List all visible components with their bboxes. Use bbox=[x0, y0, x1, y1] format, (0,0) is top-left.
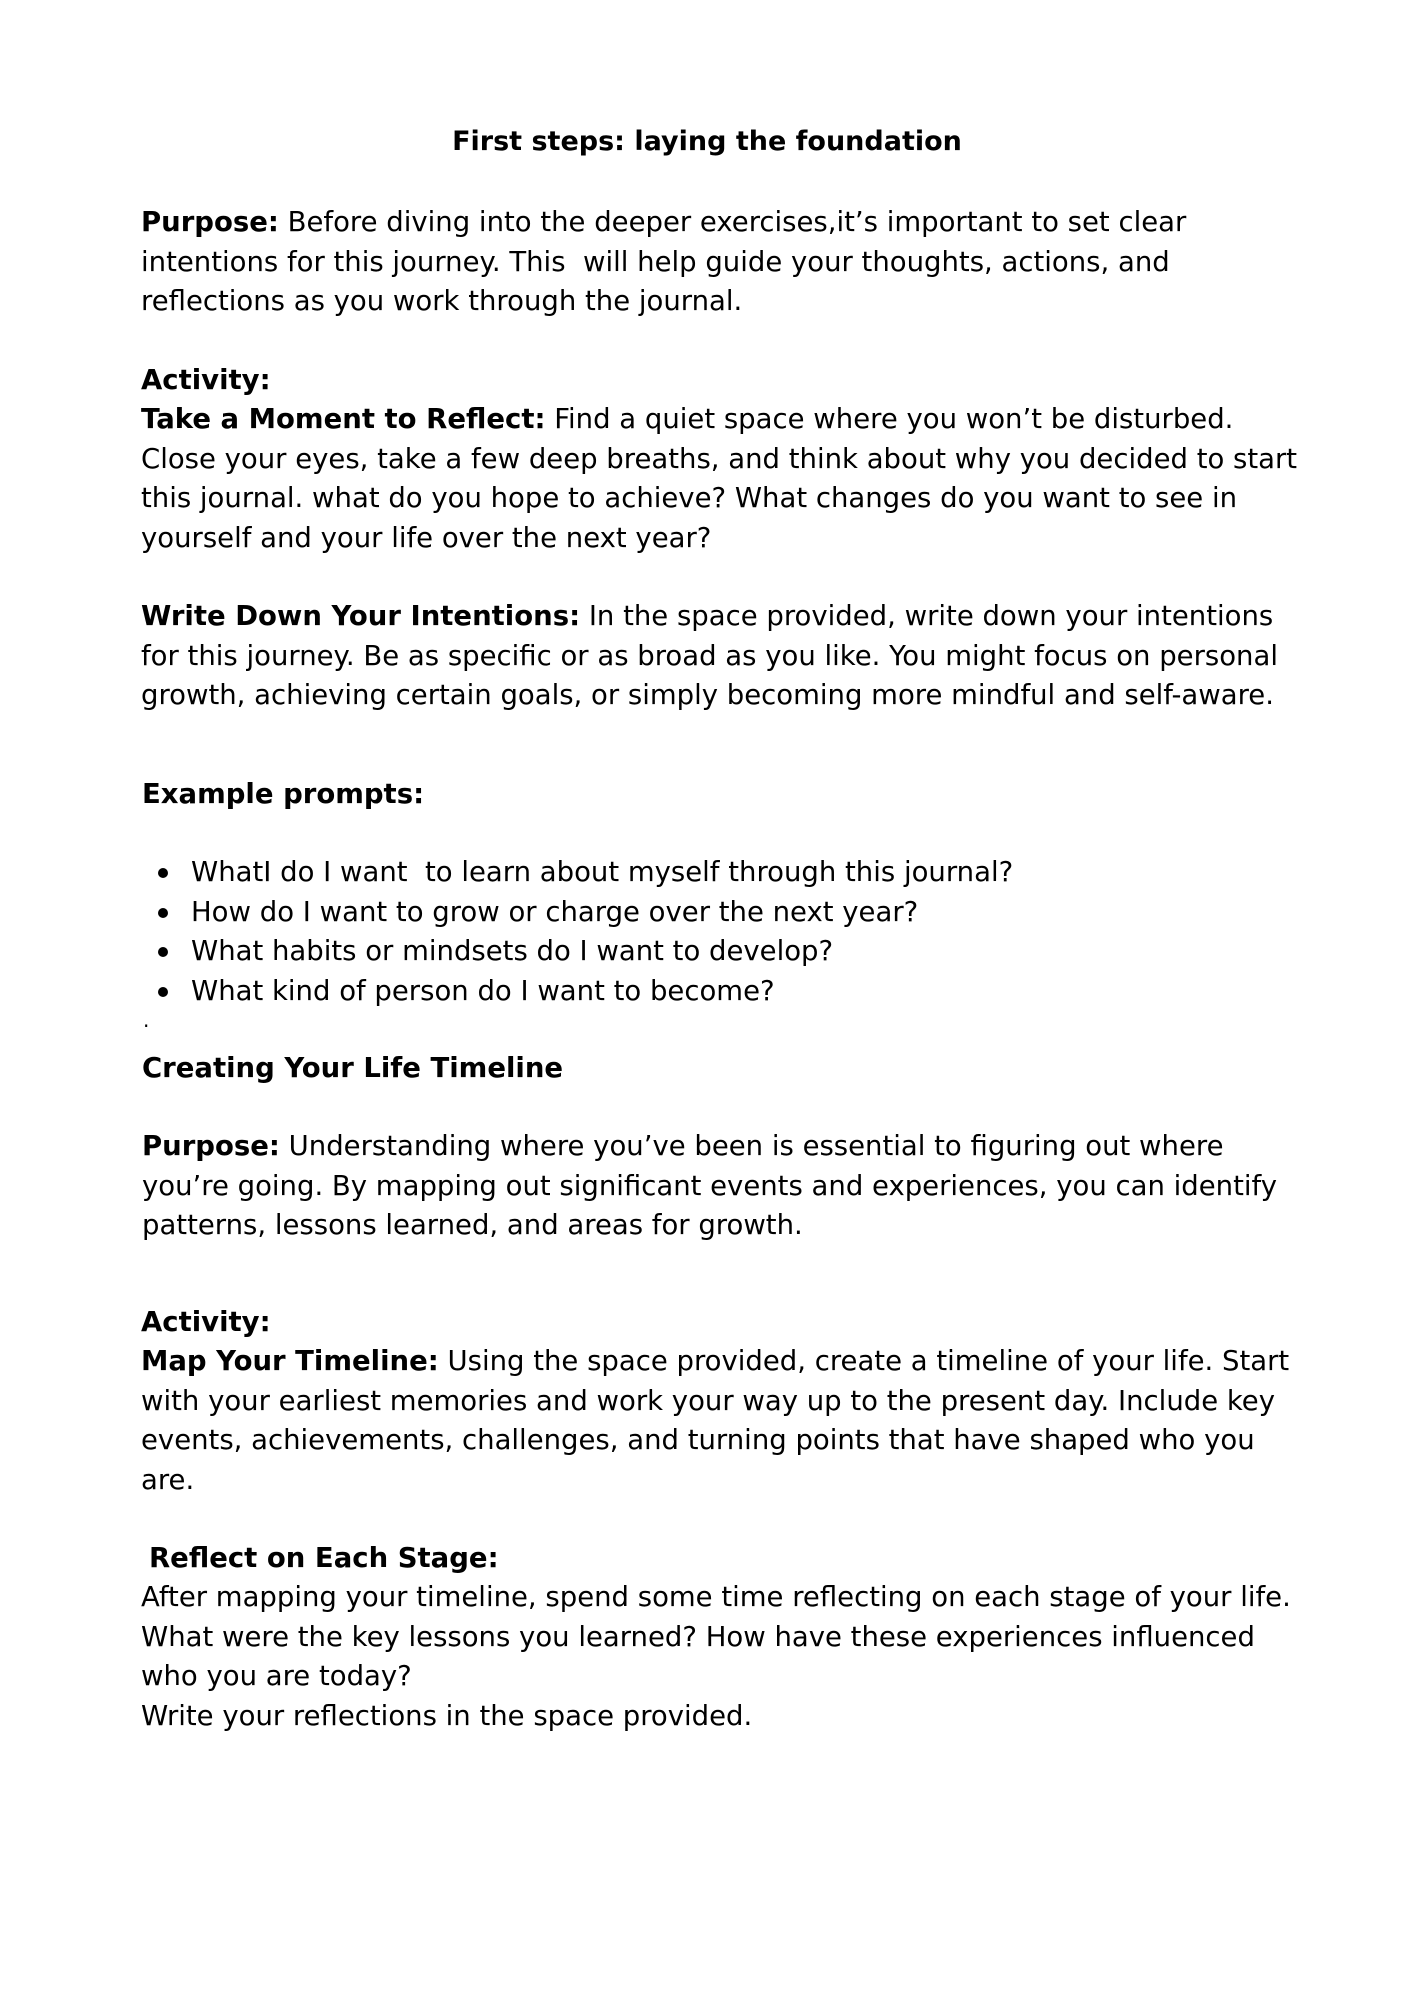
section1-purpose-text: Before diving into the deeper exercises,it’s important to set clear intentions for this journey. This will help guide your thoughts, actions, and reflections as you work through the journal. bbox=[141, 206, 1196, 317]
section2-activity-label bbox=[141, 1303, 1311, 1343]
reflect-stage-heading-line bbox=[149, 1539, 1319, 1579]
section2-heading: Creating Your Life Timeline bbox=[142, 1052, 564, 1084]
section2-purpose-paragraph bbox=[142, 1127, 1312, 1246]
list-item bbox=[141, 972, 1013, 1012]
section1-intentions-paragraph bbox=[141, 597, 1311, 716]
bullet-icon bbox=[158, 908, 168, 918]
prompt-text: What habits or mindsets do I want to develop? bbox=[191, 935, 834, 967]
reflect-label: Take a Moment to Reflect: bbox=[141, 403, 546, 435]
bullet-icon bbox=[158, 987, 168, 997]
section1-purpose-label: Purpose: bbox=[141, 206, 279, 238]
reflect-stage-text: After mapping your timeline, spend some time reflecting on each stage of your life. What were the key lessons you learned? How have these experiences influenced who you are today? bbox=[141, 1581, 1291, 1692]
prompt-text: How do I want to grow or charge over the next year? bbox=[191, 895, 919, 928]
intentions-label: Write Down Your Intentions: bbox=[141, 600, 581, 632]
reflect-stage-paragraph bbox=[141, 1578, 1311, 1697]
map-timeline-text: Using the space provided, create a timeline of your life. Start with your earliest memories and work your way up to the present day. Include key events, achievements, challenges, and turning points that have shaped who you are. bbox=[141, 1345, 1290, 1496]
closing-line bbox=[141, 1697, 1311, 1737]
intentions-text: In the space provided, write down your intentions for this journey. Be as specific or as broad as you like. You might focus on personal growth, achieving certain goals, or simply becoming more mindful and self-aware. bbox=[141, 600, 1278, 711]
map-timeline-paragraph bbox=[141, 1342, 1311, 1500]
reflect-stage-label: Reflect on Each Stage: bbox=[149, 1542, 499, 1574]
section1-activity-label bbox=[141, 361, 1311, 401]
trailing-period: . bbox=[143, 1008, 150, 1032]
section1-purpose-paragraph bbox=[141, 203, 1311, 322]
prompt-text: What kind of person do I want to become? bbox=[191, 974, 775, 1007]
list-item bbox=[141, 853, 1013, 893]
prompts-heading: Example prompts: bbox=[142, 778, 425, 810]
section2-purpose-label: Purpose: bbox=[142, 1130, 280, 1162]
list-item bbox=[141, 932, 1013, 972]
bullet-icon bbox=[158, 868, 168, 878]
map-timeline-label: Map Your Timeline: bbox=[141, 1345, 439, 1377]
section1-reflect-paragraph bbox=[141, 400, 1311, 558]
section2-heading-line bbox=[142, 1049, 1312, 1089]
activity-heading: Activity: bbox=[141, 364, 271, 396]
list-item bbox=[141, 893, 1013, 933]
prompt-text: WhatI do I want to learn about myself through this journal? bbox=[191, 856, 1014, 888]
reflect-text: Find a quiet space where you won’t be disturbed. Close your eyes, take a few deep breaths, and think about why you decided to start this journal. what do you hope to achieve? What changes do you want to see in yourself and your life over the next year? bbox=[141, 403, 1298, 554]
section2-purpose-text: Understanding where you’ve been is essential to figuring out where you’re going. By mapping out significant events and experiences, you can identify patterns, lessons learned, and areas for growth. bbox=[142, 1130, 1277, 1241]
page-title: First steps: laying the foundation bbox=[452, 126, 962, 157]
section2-activity-heading: Activity: bbox=[141, 1306, 271, 1338]
prompts-list bbox=[141, 853, 1013, 1011]
bullet-icon bbox=[158, 947, 168, 957]
prompts-heading-line bbox=[142, 775, 1312, 815]
closing-text: Write your reflections in the space provided. bbox=[141, 1700, 753, 1732]
